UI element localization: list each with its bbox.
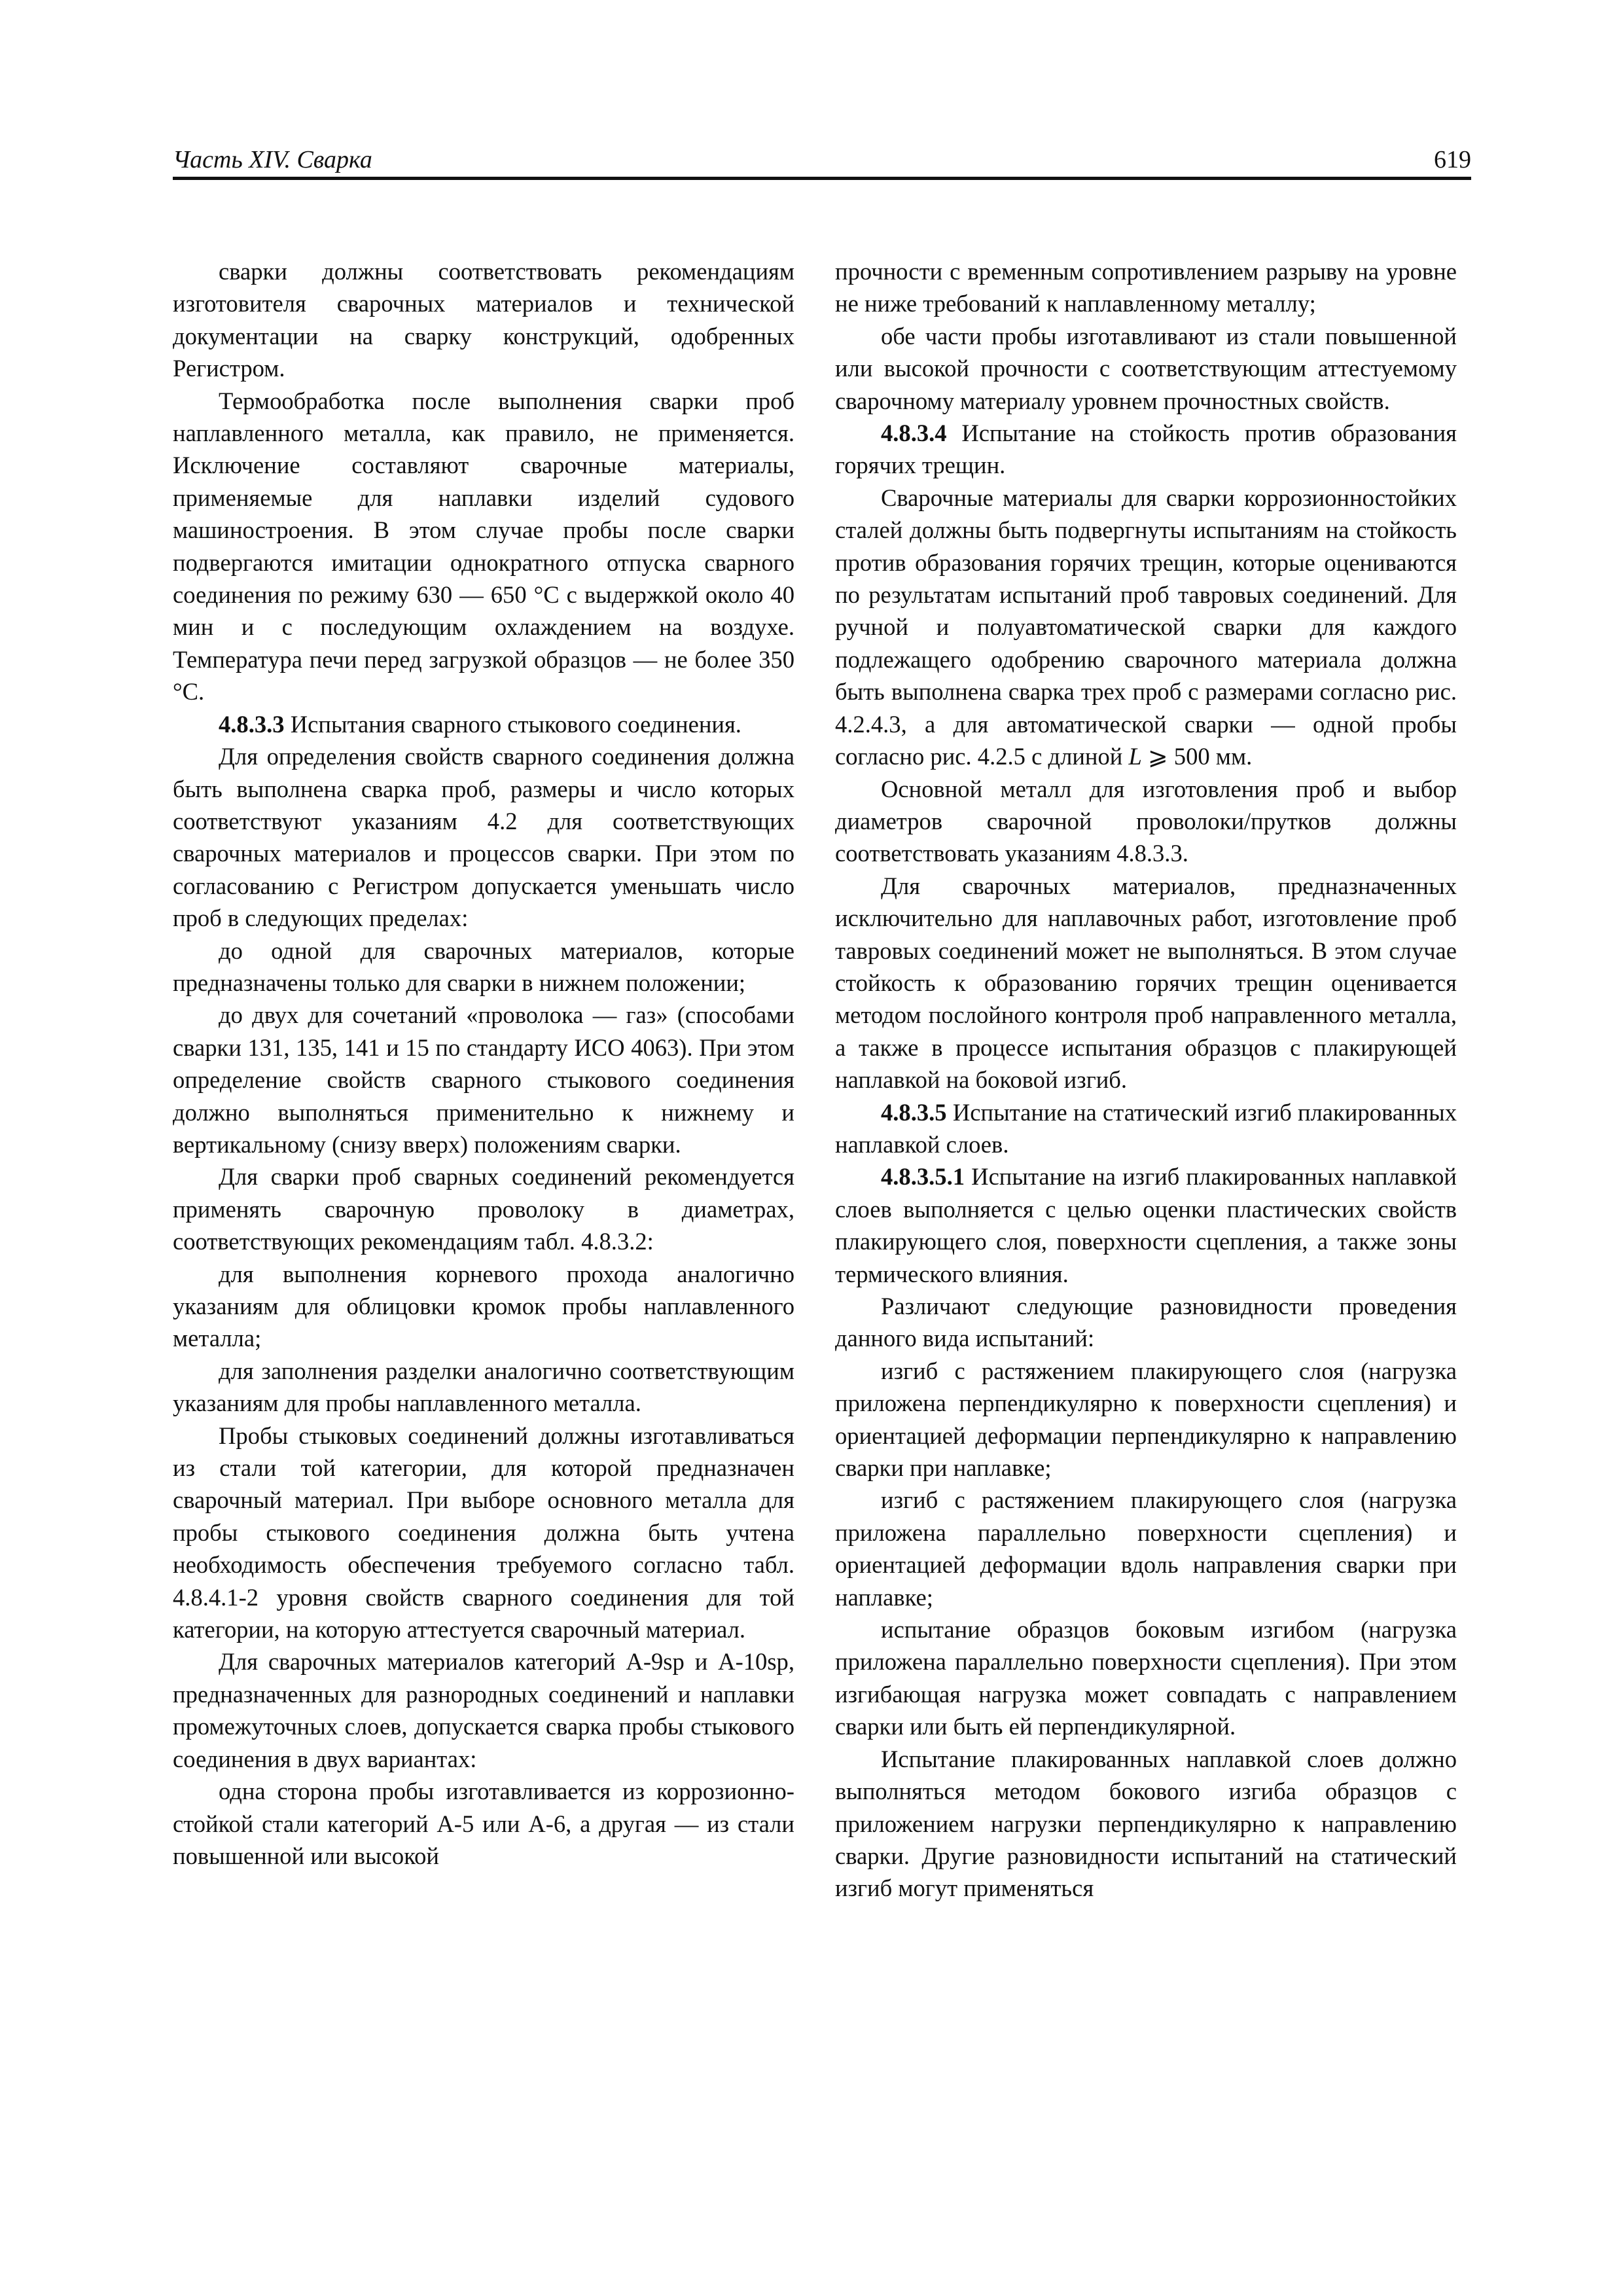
math-variable: L bbox=[1128, 743, 1142, 770]
paragraph bbox=[173, 385, 794, 708]
paragraph-text: Сварочные материалы для сварки коррозионностойких сталей должны быть подвергнуты испытаниям на стойкость против образования горячих трещин, которые оцениваются по результатам испытаний проб тавровых соединений. Для ручной и полуавтоматической сварки для каждого подлежащего одобрению сварочного материала должна быть выполнена сварка трех проб с размерами согласно рис. 4.2.4.3, а для автоматической сварки — одной пробы согласно рис. 4.2.5 с длиной bbox=[835, 484, 1457, 770]
paragraph bbox=[835, 773, 1457, 870]
paragraph-text: испытание образцов боковым изгибом (нагрузка приложена параллельно поверхности сцепления). При этом изгибающая нагрузка может совпадать с направлением сварки или быть ей перпендикулярной. bbox=[835, 1616, 1457, 1740]
section-number: 4.8.3.3 bbox=[219, 710, 285, 738]
paragraph-text: Для сварочных материалов, предназначенных исключительно для наплавочных работ, изготовление проб тавровых соединений может не выполняться. В этом случае стойкость к образованию горячих трещин оценивается методом послойного контроля проб направленного металла, а также в процессе испытания образцов с плакирующей наплавкой на боковой изгиб. bbox=[835, 872, 1457, 1094]
paragraph-text: Испытание на изгиб плакированных наплавкой слоев выполняется с целью оценки пластических свойств плакирующего слоя, поверхности сцепления, а также зоны термического влияния. bbox=[835, 1163, 1457, 1287]
paragraph-text: обе части пробы изготавливают из стали повышенной или высокой прочности с соответствующим аттестуемому сварочному материалу уровнем прочностных свойств. bbox=[835, 322, 1457, 414]
paragraph bbox=[835, 870, 1457, 1096]
paragraph-text: для выполнения корневого прохода аналогично указаниям для облицовки кромок пробы наплавленного металла; bbox=[173, 1260, 794, 1352]
paragraph bbox=[173, 740, 794, 934]
paragraph bbox=[173, 999, 794, 1160]
paragraph bbox=[835, 320, 1457, 417]
paragraph bbox=[173, 1355, 794, 1420]
section-number: 4.8.3.5 bbox=[881, 1098, 947, 1126]
page-number: 619 bbox=[1434, 146, 1471, 173]
paragraph bbox=[835, 482, 1457, 773]
section-number: 4.8.3.5.1 bbox=[881, 1163, 965, 1191]
paragraph bbox=[173, 1258, 794, 1355]
paragraph bbox=[835, 1743, 1457, 1905]
paragraph-text: Для сварки проб сварных соединений рекомендуется применять сварочную проволоку в диаметрах, соответствующих рекомендациям табл. 4.8.3.2: bbox=[173, 1163, 794, 1255]
paragraph-text: до одной для сварочных материалов, которые предназначены только для сварки в нижнем положении; bbox=[173, 937, 794, 996]
paragraph-text: изгиб с растяжением плакирующего слоя (нагрузка приложена перпендикулярно к поверхности сцепления) и ориентацией деформации перпендикулярно к направлению сварки при наплавке; bbox=[835, 1357, 1457, 1482]
paragraph bbox=[173, 1420, 794, 1646]
paragraph-text: одна сторона пробы изготавливается из коррозионно-стойкой стали категорий A-5 или A-6, а другая — из стали повышенной или высокой bbox=[173, 1778, 794, 1869]
paragraph-tail: ⩾ 500 мм. bbox=[1141, 743, 1253, 770]
paragraph-text: Испытание на стойкость против образования горячих трещин. bbox=[835, 420, 1457, 479]
running-header-title: Часть XIV. Сварка bbox=[173, 146, 372, 173]
paragraph bbox=[835, 417, 1457, 482]
paragraph-text: Испытание на статический изгиб плакированных наплавкой слоев. bbox=[835, 1098, 1457, 1158]
paragraph-text: изгиб с растяжением плакирующего слоя (нагрузка приложена параллельно поверхности сцепления) и ориентацией деформации вдоль направления сварки при наплавке; bbox=[835, 1486, 1457, 1611]
paragraph bbox=[835, 1096, 1457, 1161]
paragraph bbox=[835, 1484, 1457, 1613]
paragraph bbox=[173, 708, 794, 740]
paragraph-text: прочности с временным сопротивлением разрыву на уровне не ниже требований к наплавленному металлу; bbox=[835, 258, 1457, 317]
paragraph bbox=[835, 1355, 1457, 1484]
paragraph bbox=[173, 1645, 794, 1775]
paragraph bbox=[173, 255, 794, 385]
paragraph-text: Различают следующие разновидности проведения данного вида испытаний: bbox=[835, 1293, 1457, 1352]
paragraph bbox=[835, 1290, 1457, 1355]
paragraph bbox=[835, 1613, 1457, 1743]
paragraph-text: сварки должны соответствовать рекомендациям изготовителя сварочных материалов и технической документации на сварку конструкций, одобренных Регистром. bbox=[173, 258, 794, 382]
paragraph-text: до двух для сочетаний «проволока — газ» (способами сварки 131, 135, 141 и 15 по стандарту ИСО 4063). При этом определение свойств сварного стыкового соединения должно выполняться применительно к нижнему и вертикальному (снизу вверх) положениям сварки. bbox=[173, 1001, 794, 1158]
page-header bbox=[173, 143, 1471, 179]
paragraph bbox=[835, 255, 1457, 320]
paragraph-text: Пробы стыковых соединений должны изготавливаться из стали той категории, для которой предназначен сварочный материал. При выборе основного металла для пробы стыкового соединения должна быть учтена необходимость обеспечения требуемого согласно табл. 4.8.4.1-2 уровня свойств сварного соединения для той категории, на которую аттестуется сварочный материал. bbox=[173, 1422, 794, 1643]
paragraph-text: Для определения свойств сварного соединения должна быть выполнена сварка проб, размеры и число которых соответствуют указаниям 4.2 для соответствующих сварочных материалов и процессов сварки. При этом по согласованию с Регистром допускается уменьшать число проб в следующих пределах: bbox=[173, 743, 794, 932]
paragraph-text: Испытание плакированных наплавкой слоев должно выполняться методом бокового изгиба образцов с приложением нагрузки перпендикулярно к направлению сварки. Другие разновидности испытаний на статический изгиб могут применяться bbox=[835, 1745, 1457, 1902]
right-column bbox=[835, 255, 1457, 1905]
paragraph bbox=[173, 1160, 794, 1257]
paragraph-text: Испытания сварного стыкового соединения. bbox=[284, 710, 741, 738]
paragraph-text: Термообработка после выполнения сварки проб наплавленного металла, как правило, не применяется. Исключение составляют сварочные материалы, применяемые для наплавки изделий судового машиностроения. В этом случае пробы после сварки подвергаются имитации однократного отпуска сварного соединения по режиму 630 — 650 °C с выдержкой около 40 мин и с последующим охлаждением на воздухе. Температура печи перед загрузкой образцов — не более 350 °C. bbox=[173, 387, 794, 706]
section-number: 4.8.3.4 bbox=[881, 420, 947, 447]
paragraph bbox=[173, 935, 794, 999]
paragraph bbox=[173, 1775, 794, 1872]
paragraph bbox=[835, 1160, 1457, 1290]
header-rule bbox=[173, 177, 1471, 180]
left-column bbox=[173, 255, 794, 1872]
paragraph-text: Основной металл для изготовления проб и выбор диаметров сварочной проволоки/прутков должны соответствовать указаниям 4.8.3.3. bbox=[835, 775, 1457, 867]
paragraph-text: Для сварочных материалов категорий A-9sp и A-10sp, предназначенных для разнородных соединений и наплавки промежуточных слоев, допускается сварка пробы стыкового соединения в двух вариантах: bbox=[173, 1648, 794, 1772]
paragraph-text: для заполнения разделки аналогично соответствующим указаниям для пробы наплавленного металла. bbox=[173, 1357, 794, 1417]
